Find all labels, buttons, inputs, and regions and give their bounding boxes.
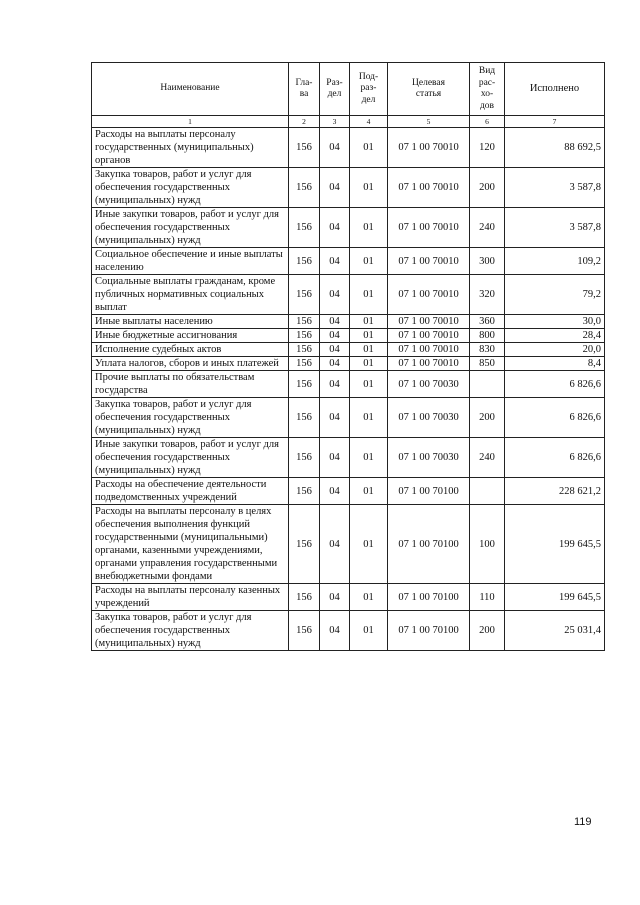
row-target: 07 1 00 70100 <box>388 505 470 584</box>
row-name: Иные выплаты населению <box>92 315 289 329</box>
row-name: Уплата налогов, сборов и иных платежей <box>92 357 289 371</box>
table-row <box>92 478 605 505</box>
column-number: 1 <box>92 116 289 128</box>
row-podrazdel: 01 <box>350 128 388 168</box>
row-name: Социальное обеспечение и иные выплаты населению <box>92 248 289 275</box>
table-row <box>92 315 605 329</box>
row-name: Социальные выплаты гражданам, кроме публичных нормативных социальных выплат <box>92 275 289 315</box>
row-target: 07 1 00 70100 <box>388 478 470 505</box>
table-row <box>92 505 605 584</box>
row-glava: 156 <box>289 315 320 329</box>
row-name: Расходы на выплаты персоналу в целях обеспечения выполнения функций государственными (муниципальными) органами, казенными учреждениями, органами управления государственными внебюджетными фондами <box>92 505 289 584</box>
row-target: 07 1 00 70010 <box>388 248 470 275</box>
row-vid: 200 <box>470 398 505 438</box>
row-glava: 156 <box>289 168 320 208</box>
row-amount: 6 826,6 <box>505 398 605 438</box>
row-vid: 800 <box>470 329 505 343</box>
row-glava: 156 <box>289 584 320 611</box>
row-razdel: 04 <box>320 371 350 398</box>
row-target: 07 1 00 70010 <box>388 208 470 248</box>
row-glava: 156 <box>289 611 320 651</box>
table-row <box>92 357 605 371</box>
table-row <box>92 371 605 398</box>
row-podrazdel: 01 <box>350 315 388 329</box>
table-row <box>92 208 605 248</box>
row-target: 07 1 00 70010 <box>388 357 470 371</box>
row-podrazdel: 01 <box>350 584 388 611</box>
column-number: 6 <box>470 116 505 128</box>
column-number: 7 <box>505 116 605 128</box>
row-vid <box>470 478 505 505</box>
row-razdel: 04 <box>320 128 350 168</box>
row-name: Расходы на выплаты персоналу казенных учреждений <box>92 584 289 611</box>
column-number-row <box>92 116 605 128</box>
row-name: Прочие выплаты по обязательствам государства <box>92 371 289 398</box>
table-row <box>92 168 605 208</box>
row-podrazdel: 01 <box>350 248 388 275</box>
header-executed: Исполнено <box>505 63 605 116</box>
row-vid: 240 <box>470 208 505 248</box>
row-amount: 20,0 <box>505 343 605 357</box>
row-target: 07 1 00 70010 <box>388 128 470 168</box>
row-target: 07 1 00 70010 <box>388 315 470 329</box>
row-razdel: 04 <box>320 584 350 611</box>
table-body <box>92 128 605 651</box>
row-name: Закупка товаров, работ и услуг для обеспечения государственных (муниципальных) нужд <box>92 398 289 438</box>
header-glava: Гла- ва <box>289 63 320 116</box>
row-amount: 25 031,4 <box>505 611 605 651</box>
row-glava: 156 <box>289 343 320 357</box>
table-row <box>92 329 605 343</box>
row-vid: 850 <box>470 357 505 371</box>
row-vid: 830 <box>470 343 505 357</box>
row-glava: 156 <box>289 478 320 505</box>
row-target: 07 1 00 70100 <box>388 611 470 651</box>
budget-table <box>91 62 605 651</box>
row-glava: 156 <box>289 371 320 398</box>
row-vid: 200 <box>470 168 505 208</box>
row-vid: 360 <box>470 315 505 329</box>
row-razdel: 04 <box>320 315 350 329</box>
row-target: 07 1 00 70010 <box>388 275 470 315</box>
row-target: 07 1 00 70030 <box>388 438 470 478</box>
column-number: 2 <box>289 116 320 128</box>
row-razdel: 04 <box>320 611 350 651</box>
header-razdel: Раз- дел <box>320 63 350 116</box>
row-vid: 200 <box>470 611 505 651</box>
row-glava: 156 <box>289 275 320 315</box>
header-podrazdel: Под- раз- дел <box>350 63 388 116</box>
row-glava: 156 <box>289 398 320 438</box>
row-name: Иные закупки товаров, работ и услуг для обеспечения государственных (муниципальных) нужд <box>92 438 289 478</box>
row-name: Исполнение судебных актов <box>92 343 289 357</box>
row-target: 07 1 00 70030 <box>388 371 470 398</box>
row-glava: 156 <box>289 357 320 371</box>
row-podrazdel: 01 <box>350 611 388 651</box>
row-razdel: 04 <box>320 357 350 371</box>
row-vid: 240 <box>470 438 505 478</box>
row-glava: 156 <box>289 438 320 478</box>
row-podrazdel: 01 <box>350 208 388 248</box>
row-glava: 156 <box>289 329 320 343</box>
table-row <box>92 343 605 357</box>
page-number: 119 <box>574 816 592 828</box>
row-amount: 88 692,5 <box>505 128 605 168</box>
row-glava: 156 <box>289 248 320 275</box>
row-name: Расходы на выплаты персоналу государственных (муниципальных) органов <box>92 128 289 168</box>
row-razdel: 04 <box>320 505 350 584</box>
row-podrazdel: 01 <box>350 275 388 315</box>
row-podrazdel: 01 <box>350 398 388 438</box>
row-glava: 156 <box>289 208 320 248</box>
row-podrazdel: 01 <box>350 168 388 208</box>
row-glava: 156 <box>289 505 320 584</box>
column-number: 4 <box>350 116 388 128</box>
row-target: 07 1 00 70010 <box>388 168 470 208</box>
row-podrazdel: 01 <box>350 438 388 478</box>
row-podrazdel: 01 <box>350 505 388 584</box>
row-podrazdel: 01 <box>350 371 388 398</box>
column-number: 5 <box>388 116 470 128</box>
table-row <box>92 398 605 438</box>
row-razdel: 04 <box>320 168 350 208</box>
row-amount: 8,4 <box>505 357 605 371</box>
row-vid: 300 <box>470 248 505 275</box>
row-vid: 320 <box>470 275 505 315</box>
row-amount: 3 587,8 <box>505 168 605 208</box>
header-row <box>92 63 605 116</box>
row-glava: 156 <box>289 128 320 168</box>
column-number: 3 <box>320 116 350 128</box>
header-name: Наименование <box>92 63 289 116</box>
row-podrazdel: 01 <box>350 343 388 357</box>
row-name: Закупка товаров, работ и услуг для обеспечения государственных (муниципальных) нужд <box>92 611 289 651</box>
row-name: Иные закупки товаров, работ и услуг для обеспечения государственных (муниципальных) нужд <box>92 208 289 248</box>
row-vid <box>470 371 505 398</box>
row-razdel: 04 <box>320 438 350 478</box>
row-target: 07 1 00 70100 <box>388 584 470 611</box>
row-razdel: 04 <box>320 398 350 438</box>
row-target: 07 1 00 70010 <box>388 329 470 343</box>
row-amount: 30,0 <box>505 315 605 329</box>
table-row <box>92 275 605 315</box>
table-row <box>92 611 605 651</box>
row-target: 07 1 00 70010 <box>388 343 470 357</box>
table-row <box>92 128 605 168</box>
row-razdel: 04 <box>320 343 350 357</box>
row-razdel: 04 <box>320 329 350 343</box>
table-row <box>92 584 605 611</box>
row-podrazdel: 01 <box>350 357 388 371</box>
row-amount: 28,4 <box>505 329 605 343</box>
row-podrazdel: 01 <box>350 329 388 343</box>
row-name: Расходы на обеспечение деятельности подведомственных учреждений <box>92 478 289 505</box>
row-amount: 109,2 <box>505 248 605 275</box>
row-razdel: 04 <box>320 478 350 505</box>
row-razdel: 04 <box>320 208 350 248</box>
row-amount: 199 645,5 <box>505 584 605 611</box>
row-vid: 100 <box>470 505 505 584</box>
row-amount: 199 645,5 <box>505 505 605 584</box>
row-vid: 120 <box>470 128 505 168</box>
header-target: Целевая статья <box>388 63 470 116</box>
row-amount: 79,2 <box>505 275 605 315</box>
header-vid: Вид рас- хо- дов <box>470 63 505 116</box>
row-amount: 6 826,6 <box>505 438 605 478</box>
row-name: Закупка товаров, работ и услуг для обеспечения государственных (муниципальных) нужд <box>92 168 289 208</box>
row-name: Иные бюджетные ассигнования <box>92 329 289 343</box>
row-amount: 228 621,2 <box>505 478 605 505</box>
row-amount: 3 587,8 <box>505 208 605 248</box>
row-vid: 110 <box>470 584 505 611</box>
row-razdel: 04 <box>320 248 350 275</box>
table-row <box>92 248 605 275</box>
table-row <box>92 438 605 478</box>
row-target: 07 1 00 70030 <box>388 398 470 438</box>
row-razdel: 04 <box>320 275 350 315</box>
row-amount: 6 826,6 <box>505 371 605 398</box>
row-podrazdel: 01 <box>350 478 388 505</box>
